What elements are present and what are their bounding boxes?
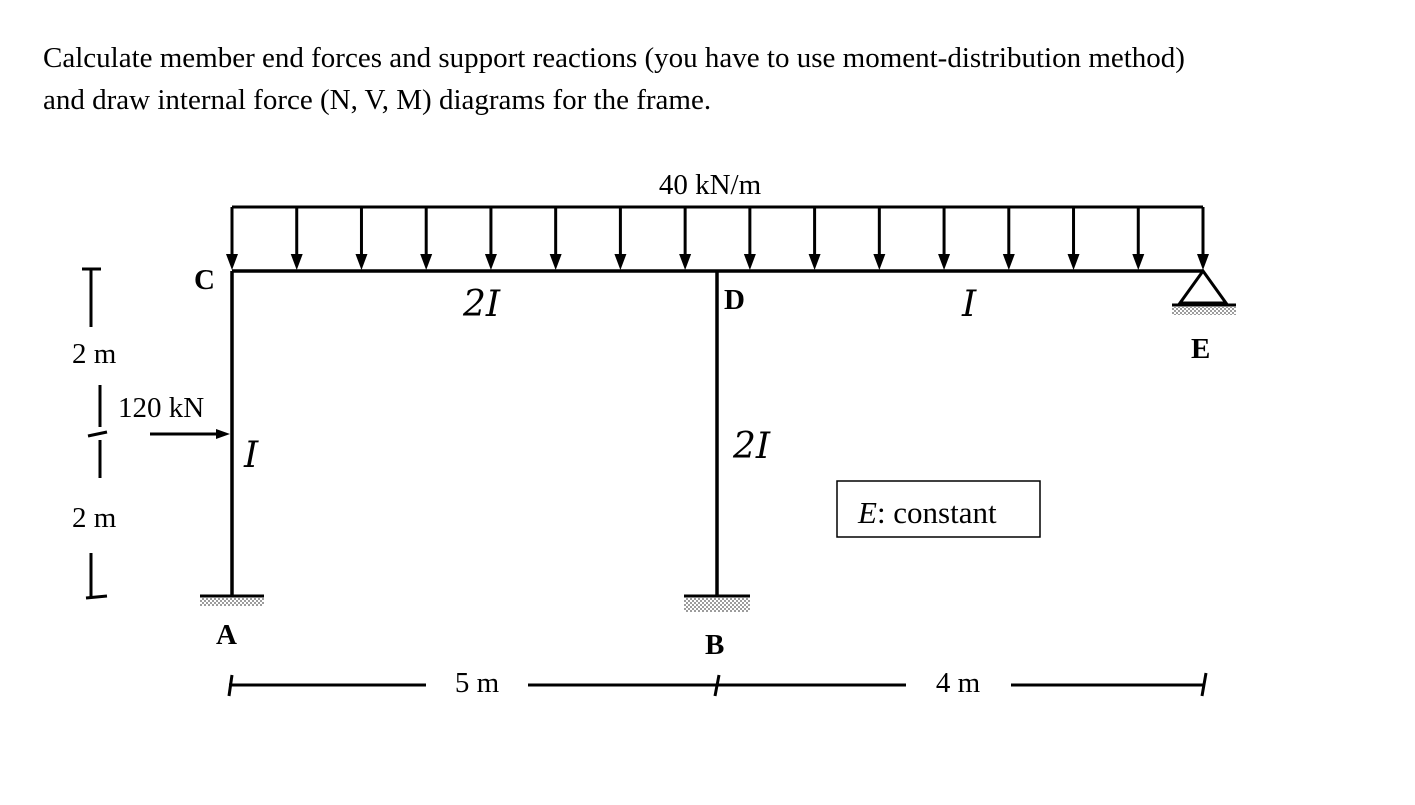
- member-de-stiffness: I: [962, 284, 977, 325]
- material-note-text: [857, 495, 997, 530]
- span-left-label: 5 m: [454, 667, 500, 699]
- load-arrow: [1197, 207, 1209, 270]
- problem-line-1: Calculate member end forces and support reactions (you have to use moment-distribution method): [43, 42, 1185, 74]
- load-arrow: [1132, 207, 1144, 270]
- material-note-box: [837, 481, 1040, 537]
- material-note-symbol: E: [858, 495, 877, 530]
- dimension-upper-label: 2 m: [72, 338, 117, 370]
- load-arrows: [226, 207, 1209, 270]
- member-cd-stiffness: 2I: [463, 284, 501, 325]
- fixed-support-b: [684, 596, 750, 612]
- load-arrow: [1068, 207, 1080, 270]
- problem-line-2: and draw internal force (N, V, M) diagrams for the frame.: [43, 84, 712, 116]
- dimension-lower-label: 2 m: [72, 502, 117, 534]
- point-load-arrow: [150, 429, 230, 439]
- vertical-dimension-line: [82, 269, 107, 598]
- point-load-label: 120 kN: [118, 392, 205, 424]
- load-arrow: [291, 207, 303, 270]
- node-label-d: D: [724, 284, 745, 316]
- load-arrow: [744, 207, 756, 270]
- node-label-b: B: [705, 629, 725, 661]
- pin-support-e: [1172, 271, 1236, 315]
- member-bd-stiffness: 2I: [733, 426, 771, 467]
- load-arrow: [485, 207, 497, 270]
- load-arrow: [420, 207, 432, 270]
- load-arrow: [938, 207, 950, 270]
- load-arrow: [873, 207, 885, 270]
- load-arrow: [1003, 207, 1015, 270]
- distributed-load: [226, 207, 1209, 270]
- load-arrow: [355, 207, 367, 270]
- load-arrow: [226, 207, 238, 270]
- horizontal-dimension-line: [229, 673, 1206, 696]
- node-label-c: C: [194, 264, 215, 296]
- load-arrow: [614, 207, 626, 270]
- node-label-a: A: [216, 619, 237, 651]
- member-ac-stiffness: I: [244, 435, 259, 476]
- load-arrow: [809, 207, 821, 270]
- load-arrow: [679, 207, 691, 270]
- material-note-value: : constant: [876, 495, 997, 530]
- load-arrow: [550, 207, 562, 270]
- fixed-support-a: [200, 596, 264, 606]
- span-right-label: 4 m: [935, 667, 981, 699]
- node-label-e: E: [1191, 333, 1211, 365]
- distributed-load-label: 40 kN/m: [658, 169, 762, 201]
